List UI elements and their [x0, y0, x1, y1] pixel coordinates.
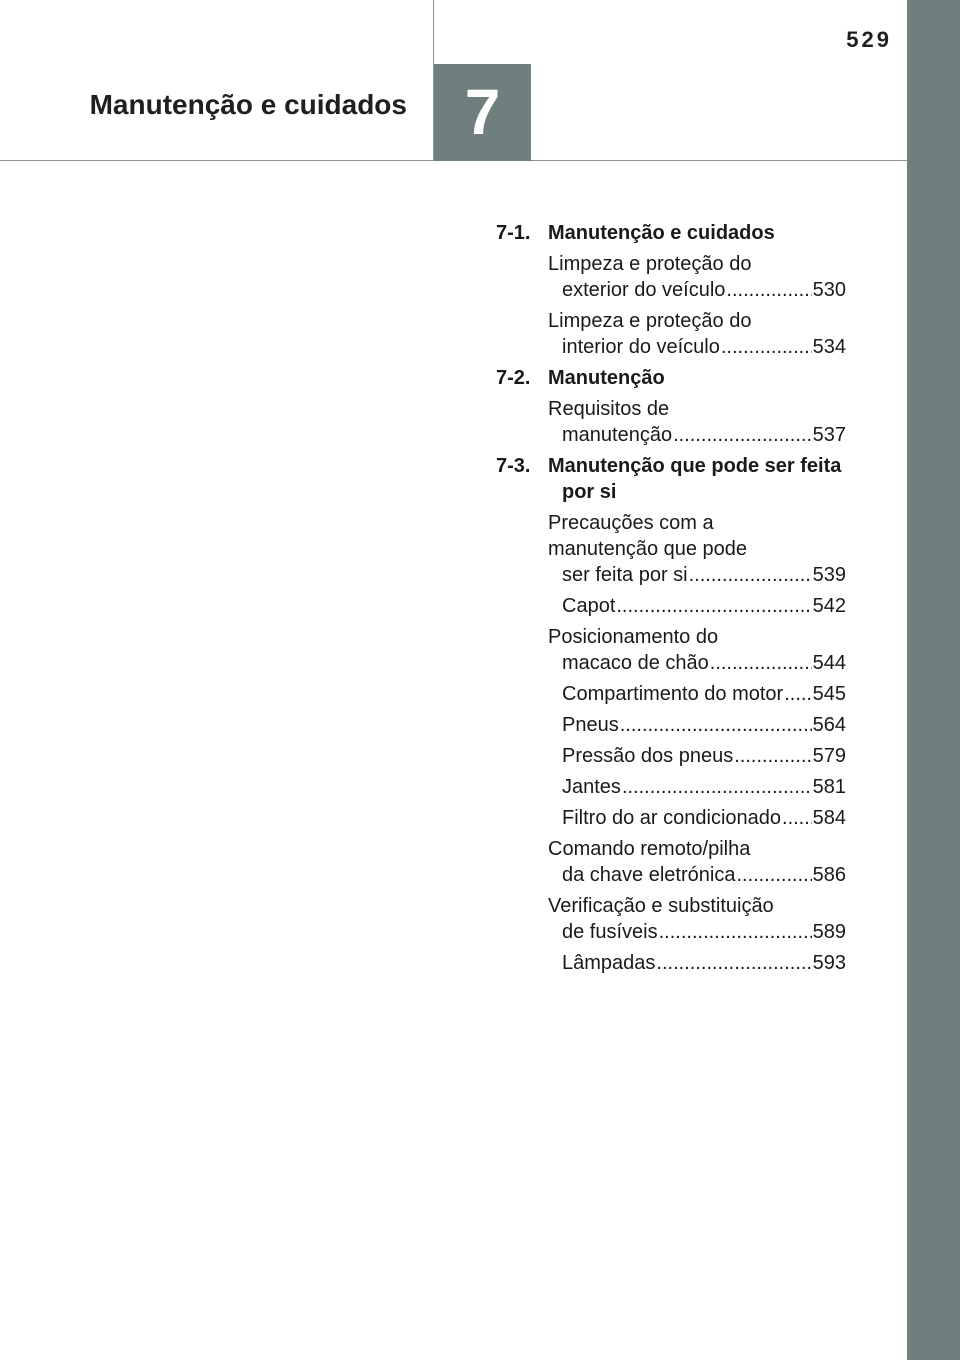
- entry-text: Jantes: [562, 776, 621, 798]
- entry-text: ser feita por si: [562, 564, 688, 586]
- dot-leader: [616, 593, 811, 619]
- toc-entry[interactable]: [548, 712, 846, 738]
- entry-leader-line: [562, 650, 846, 676]
- chapter-number-tab: 7: [434, 64, 531, 161]
- entry-text: Requisitos de: [548, 398, 670, 420]
- page-number: 529: [846, 27, 892, 52]
- entry-leader-line: [562, 743, 846, 769]
- entry-leader-line: [562, 950, 846, 976]
- entry-leader-line: [562, 774, 846, 800]
- section-number: 7-1.: [496, 222, 531, 244]
- dot-leader: [622, 774, 812, 800]
- entry-text: manutenção: [562, 424, 673, 446]
- page-ref: 579: [812, 745, 846, 767]
- entry-text: Verificação e substituição: [548, 895, 774, 917]
- toc-entry[interactable]: [548, 893, 846, 945]
- page-ref: 586: [812, 864, 846, 886]
- toc-section-7-2: [496, 365, 846, 448]
- toc-section-7-3: [496, 453, 846, 976]
- dot-leader: [673, 422, 812, 448]
- entry-text: Limpeza e proteção do: [548, 253, 752, 275]
- toc-entry[interactable]: [548, 681, 846, 707]
- entry-text: Precauções com a: [548, 512, 714, 534]
- entry-leader-line: [562, 562, 846, 588]
- page-ref: 564: [812, 714, 846, 736]
- entry-text: da chave eletrónica: [562, 864, 736, 886]
- entry-leader-line: [562, 422, 846, 448]
- entry-text: Lâmpadas: [562, 952, 656, 974]
- page-ref: 545: [812, 683, 846, 705]
- entry-text: Pneus: [562, 714, 619, 736]
- entry-text: manutenção que pode: [548, 538, 748, 560]
- entry-leader-line: [562, 277, 846, 303]
- entry-leader-line: [562, 805, 846, 831]
- entry-text: interior do veículo: [562, 336, 720, 358]
- entry-text: Comando remoto/pilha: [548, 838, 751, 860]
- section-number: 7-2.: [496, 367, 531, 389]
- dot-leader: [734, 743, 811, 769]
- entry-text: Posicionamento do: [548, 626, 719, 648]
- dot-leader: [620, 712, 812, 738]
- entry-leader-line: [562, 862, 846, 888]
- page-ref: 581: [812, 776, 846, 798]
- dot-leader: [784, 681, 811, 707]
- table-of-contents: [496, 220, 846, 981]
- section-title: Manutenção que pode ser feita por si: [548, 455, 842, 503]
- dot-leader: [726, 277, 811, 303]
- entry-leader-line: [562, 593, 846, 619]
- entry-leader-line: [562, 681, 846, 707]
- toc-entry[interactable]: [548, 624, 846, 676]
- page-ref: 544: [812, 652, 846, 674]
- toc-entry[interactable]: [548, 251, 846, 303]
- page-ref: 539: [812, 564, 846, 586]
- page-ref: 542: [812, 595, 846, 617]
- entry-leader-line: [562, 334, 846, 360]
- section-title: Manutenção: [548, 367, 665, 389]
- dot-leader: [721, 334, 812, 360]
- toc-entry[interactable]: [548, 593, 846, 619]
- toc-section-7-1: [496, 220, 846, 360]
- dot-leader: [656, 950, 811, 976]
- toc-entry[interactable]: [548, 308, 846, 360]
- dot-leader: [710, 650, 812, 676]
- entry-text: Compartimento do motor: [562, 683, 784, 705]
- entry-text: Pressão dos pneus: [562, 745, 734, 767]
- toc-entry[interactable]: [548, 836, 846, 888]
- entry-text: Filtro do ar condicionado: [562, 807, 782, 829]
- section-heading: [496, 220, 846, 246]
- dot-leader: [782, 805, 812, 831]
- page-ref: 537: [812, 424, 846, 446]
- entry-leader-line: [562, 919, 846, 945]
- page-ref: 589: [812, 921, 846, 943]
- entry-text: de fusíveis: [562, 921, 658, 943]
- toc-entry[interactable]: [548, 950, 846, 976]
- section-heading: [496, 453, 846, 505]
- chapter-title: Manutenção e cuidados: [89, 89, 407, 120]
- dot-leader: [736, 862, 811, 888]
- section-number: 7-3.: [496, 455, 531, 477]
- page-ref: 534: [812, 336, 846, 358]
- chapter-side-bar: [907, 0, 960, 1360]
- section-heading: [496, 365, 846, 391]
- toc-entry[interactable]: [548, 805, 846, 831]
- dot-leader: [689, 562, 812, 588]
- entry-text: macaco de chão: [562, 652, 709, 674]
- toc-entry[interactable]: [548, 396, 846, 448]
- toc-entry[interactable]: [548, 774, 846, 800]
- entry-leader-line: [562, 712, 846, 738]
- page-ref: 593: [812, 952, 846, 974]
- page-ref: 584: [812, 807, 846, 829]
- dot-leader: [659, 919, 812, 945]
- entry-text: exterior do veículo: [562, 279, 726, 301]
- entry-text: Capot: [562, 595, 616, 617]
- toc-entry[interactable]: [548, 743, 846, 769]
- toc-entry[interactable]: [548, 510, 846, 588]
- entry-text: Limpeza e proteção do: [548, 310, 752, 332]
- section-title: Manutenção e cuidados: [548, 222, 775, 244]
- page-ref: 530: [812, 279, 846, 301]
